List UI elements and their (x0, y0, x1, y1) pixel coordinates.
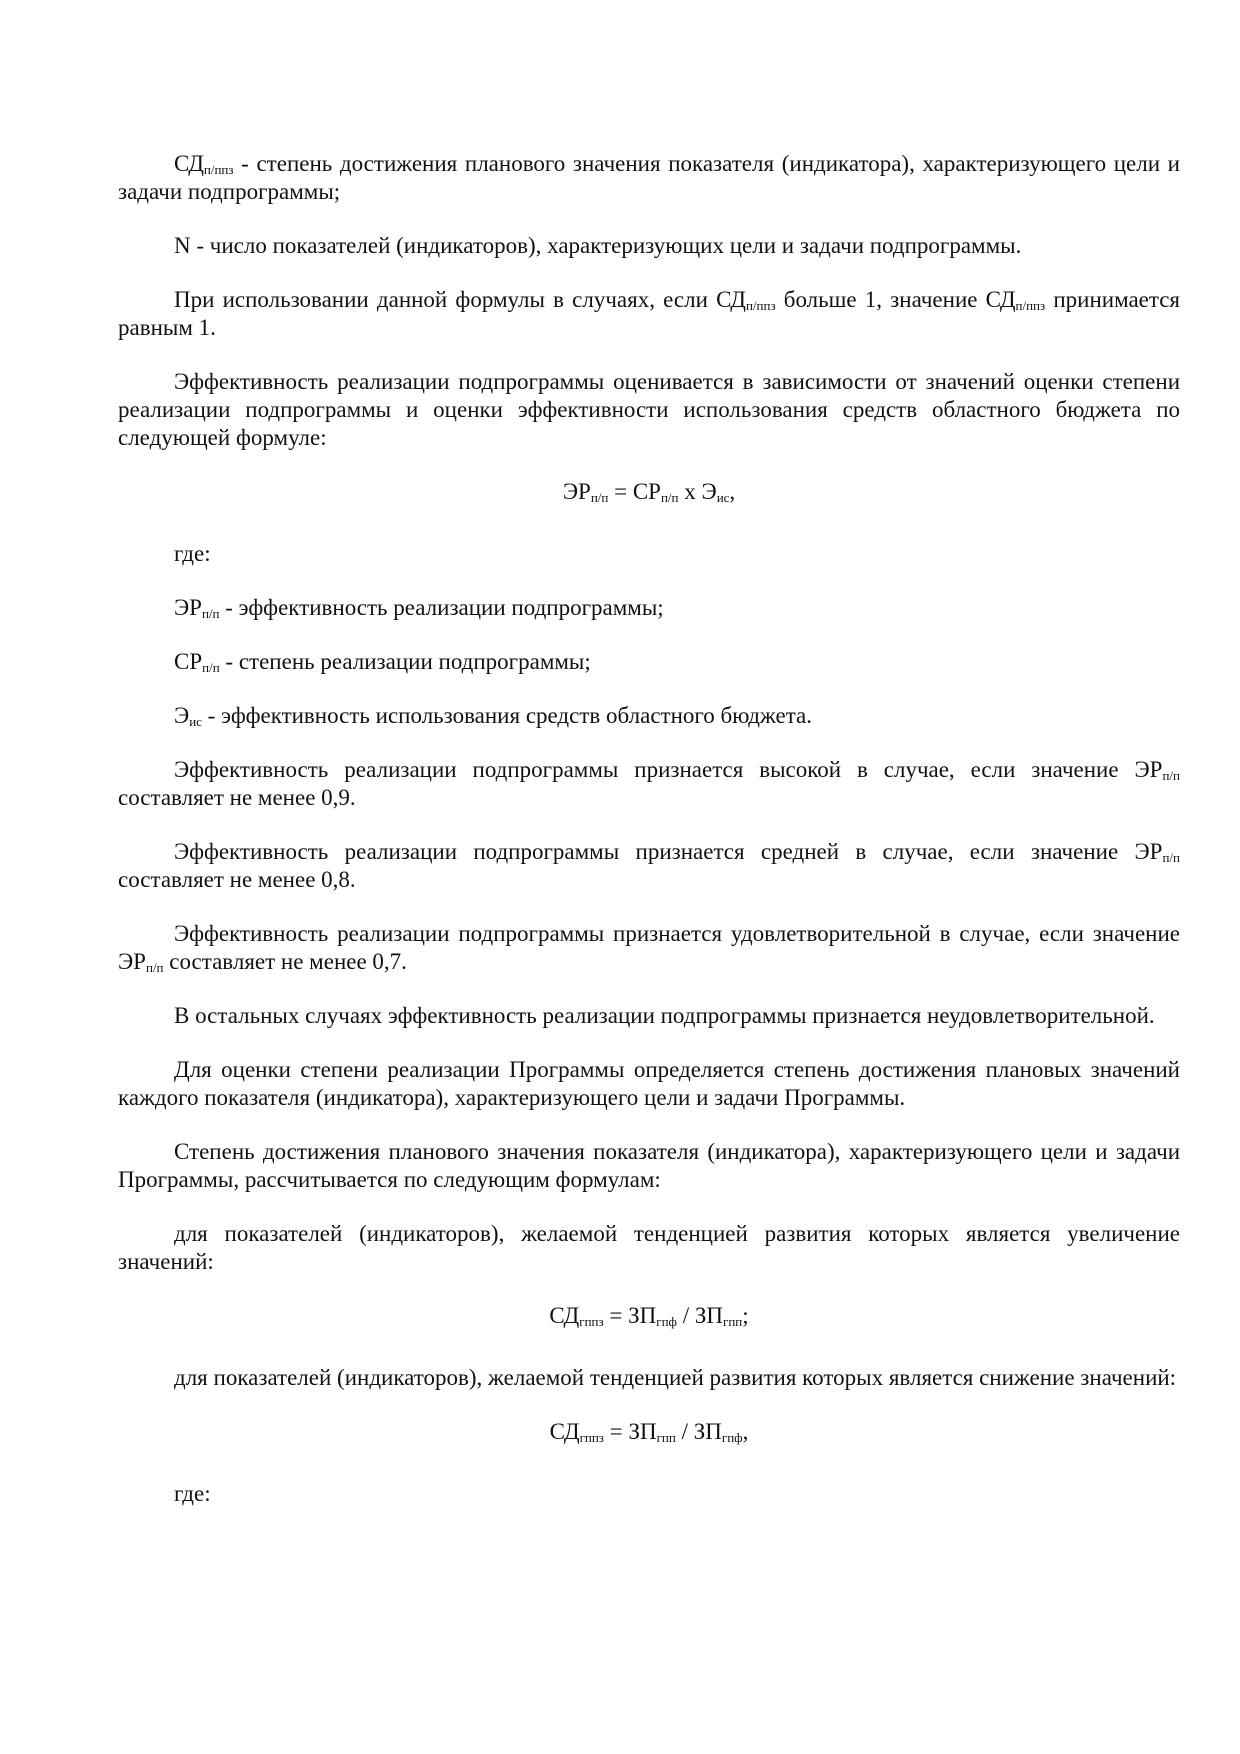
definition-n: N - число показателей (индикаторов), характеризующих цели и задачи подпрограммы. (174, 233, 1022, 258)
symbol: ЭР (1134, 839, 1163, 864)
symbol: ЭР (174, 595, 202, 620)
formula-increase (118, 1302, 1180, 1330)
text: больше 1, значение (775, 287, 986, 312)
symbol: СД (716, 287, 746, 312)
where-label: где: (174, 541, 211, 566)
text: составляет не менее 0,8. (118, 867, 356, 892)
formula-subscript: гппз (579, 1314, 604, 1329)
formula-term: ЗП (693, 1419, 722, 1444)
text: составляет не менее 0,7. (163, 949, 407, 974)
rating-unsatisfactory: В остальных случаях эффективность реализации подпрограммы признается неудовлетворительной. (174, 1003, 1155, 1028)
symbol-subscript: п/п (1162, 768, 1180, 783)
definition-text: - эффективность реализации подпрограммы; (219, 595, 664, 620)
definition-er (118, 594, 1180, 622)
formula-term: ЗП (628, 1419, 657, 1444)
note-cd-cap (118, 286, 1180, 342)
rating-high (118, 756, 1180, 812)
formula-term: ЗП (694, 1303, 723, 1328)
symbol-subscript: п/ппз (1015, 298, 1046, 313)
paragraph-decrease: для показателей (индикаторов), желаемой тенденцией развития которых является снижение значений: (174, 1365, 1177, 1390)
formula-er (118, 478, 1180, 506)
symbol-subscript: п/п (202, 660, 220, 675)
symbol-subscript: п/ппз (745, 298, 776, 313)
formula-operator: / (675, 1419, 694, 1444)
paragraph-effectiveness: Эффективность реализации подпрограммы оценивается в зависимости от значений оценки степени реализации подпрограммы и оценки эффективности использования средств областного бюджета по следующей формуле: (118, 369, 1180, 450)
symbol-subscript: п/п (201, 606, 220, 621)
formula-subscript: гппз (579, 1430, 604, 1445)
text: составляет не менее 0,9. (118, 785, 356, 810)
formula-subscript: п/п (660, 490, 679, 505)
formula-term: Э (701, 479, 717, 504)
symbol: ЭР (118, 949, 146, 974)
formula-operator: х (678, 479, 702, 504)
definition-text: - степень реализации подпрограммы; (219, 649, 591, 674)
definition-cd (118, 150, 1180, 206)
formula-operator: = (603, 1419, 629, 1444)
formula-punct: , (742, 1419, 749, 1444)
symbol-subscript: п/п (145, 960, 164, 975)
formula-operator: = (603, 1303, 629, 1328)
paragraph-increase: для показателей (индикаторов), желаемой тенденцией развития которых является увеличение значений: (118, 1221, 1180, 1274)
definition-sr (118, 648, 1180, 676)
formula-term: ЗП (628, 1303, 657, 1328)
definition-text: - степень достижения планового значения показателя (индикатора), характеризующего цели и задачи подпрограммы; (118, 151, 1180, 204)
formula-subscript: ис (716, 490, 730, 505)
paragraph-program-degree: Степень достижения планового значения показателя (индикатора), характеризующего цели и задачи Программы, рассчитывается по следующим формулам: (118, 1139, 1180, 1192)
symbol-subscript: ис (189, 714, 202, 729)
symbol-subscript: п/п (1162, 850, 1180, 865)
formula-subscript: гпф (656, 1314, 677, 1329)
where-label-2: где: (174, 1481, 211, 1506)
formula-punct: , (729, 479, 736, 504)
text: При использовании данной формулы в случаях, если (174, 287, 717, 312)
definition-e (118, 702, 1180, 730)
formula-term: СР (632, 479, 661, 504)
formula-subscript: гпп (656, 1430, 676, 1445)
document-page (118, 150, 1180, 1534)
formula-operator: / (676, 1303, 695, 1328)
formula-punct: ; (742, 1303, 749, 1328)
symbol: СД (174, 151, 204, 176)
rating-satisfactory (118, 920, 1180, 976)
formula-subscript: п/п (590, 490, 609, 505)
formula-subscript: гпп (723, 1314, 743, 1329)
symbol: СД (985, 287, 1016, 312)
paragraph-program-eval: Для оценки степени реализации Программы определяется степень достижения плановых значений каждого показателя (индикатора), характеризующего цели и задачи Программы. (118, 1057, 1180, 1110)
formula-operator: = (608, 479, 633, 504)
formula-decrease (118, 1418, 1180, 1446)
text: Эффективность реализации подпрограммы признается удовлетворительной в случае, если значение (174, 921, 1180, 946)
rating-medium (118, 838, 1180, 894)
definition-text: - эффективность использования средств областного бюджета. (201, 703, 813, 728)
formula-term: СД (549, 1303, 580, 1328)
symbol: Э (174, 703, 190, 728)
text: Эффективность реализации подпрограммы признается средней в случае, если значение (174, 839, 1135, 864)
symbol: СР (174, 649, 203, 674)
formula-term: ЭР (562, 479, 591, 504)
formula-term: СД (549, 1419, 580, 1444)
text: Эффективность реализации подпрограммы признается высокой в случае, если значение (174, 757, 1135, 782)
text: принимается равным 1. (118, 287, 1181, 340)
formula-subscript: гпф (721, 1430, 743, 1445)
symbol: ЭР (1134, 757, 1163, 782)
symbol-subscript: п/ппз (203, 162, 234, 177)
